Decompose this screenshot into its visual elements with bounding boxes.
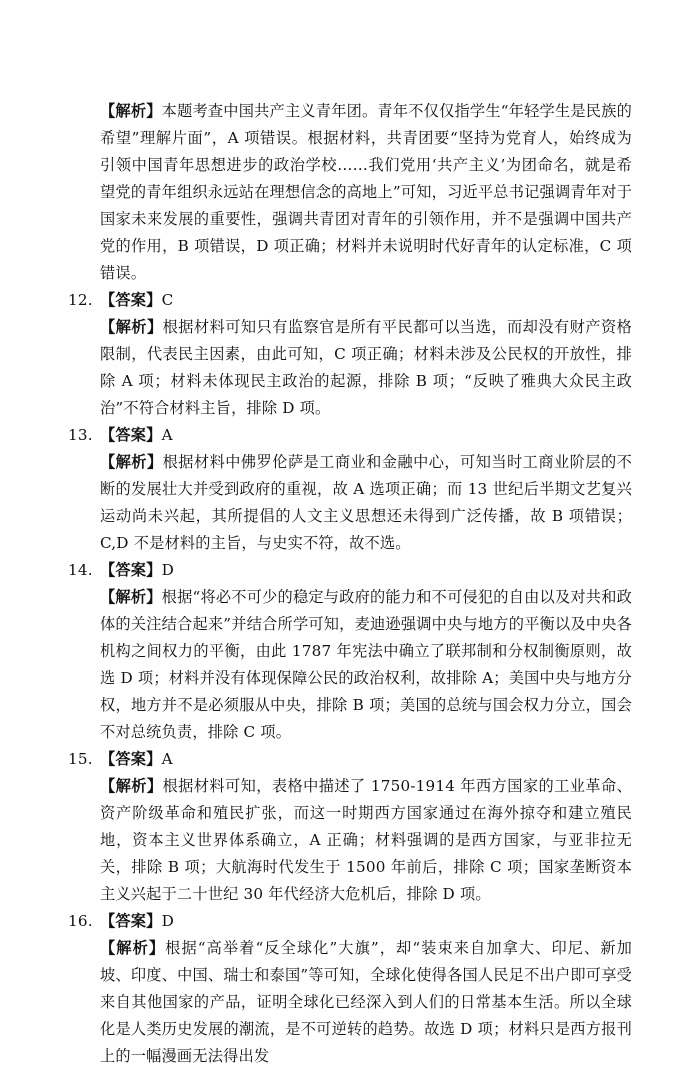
answer-tag: 【答案】	[100, 912, 162, 930]
analysis-text: 本题考查中国共产主义青年团。青年不仅仅指学生“年轻学生是民族的希望”理解片面”，A 项错误。根据材料，共青团要“坚持为党育人，始终成为引领中国青年思想进步的政治学校……我们党用‘共产主义’为团命名，就是希望党的青年组织永远站在理想信念的高地上”可知，习近平总书记强调青年对于国家未来发展的重要性，强调共青团对青年的引领作用，并不是强调中国共产党的作用，B 项错误，D 项正确；材料并未说明时代好青年的认定标准，C 项错误。	[100, 102, 632, 282]
question-item	[100, 98, 632, 287]
analysis-tag: 【解析】	[100, 939, 166, 957]
analysis-paragraph	[100, 773, 632, 908]
answer-value: D	[161, 912, 174, 930]
answer-line	[68, 287, 632, 314]
analysis-text: 根据“将必不可少的稳定与政府的能力和不可侵犯的自由以及对共和政体的关注结合起来”并结合所学可知，麦迪逊强调中央与地方的平衡以及中央各机构之间权力的平衡，由此 1787 年宪法中确立了联邦制和分权制衡原则，故选 D 项；材料并没有体现保障公民的政治权利，故排除 A；美国中央与地方分权，地方并不是必须服从中央，排除 B 项；美国的总统与国会权力分立，国会不对总统负责，排除 C 项。	[100, 588, 632, 741]
analysis-tag: 【解析】	[100, 588, 162, 606]
analysis-text: 根据材料中佛罗伦萨是工商业和金融中心，可知当时工商业阶层的不断的发展壮大并受到政府的重视，故 A 选项正确；而 13 世纪后半期文艺复兴运动尚未兴起，其所提倡的人文主义思想还未得到广泛传播，故 B 项错误；C,D 不是材料的主旨，与史实不符，故不选。	[100, 453, 632, 552]
analysis-paragraph	[100, 314, 632, 422]
answer-tag: 【答案】	[100, 291, 162, 309]
answer-value: A	[161, 750, 173, 768]
answer-tag: 【答案】	[100, 561, 162, 579]
question-item	[68, 287, 632, 422]
analysis-paragraph	[100, 98, 632, 287]
answer-line	[68, 422, 632, 449]
question-number: 14.	[68, 561, 93, 579]
analysis-tag: 【解析】	[100, 777, 163, 795]
analysis-tag: 【解析】	[100, 318, 163, 336]
analysis-text: 根据材料可知只有监察官是所有平民都可以当选，而却没有财产资格限制，代表民主因素，由此可知，C 项正确；材料未涉及公民权的开放性，排除 A 项；材料未体现民主政治的起源，排除 B 项；“反映了雅典大众民主政治”不符合材料主旨，排除 D 项。	[100, 318, 632, 417]
question-number: 15.	[68, 750, 93, 768]
analysis-tag: 【解析】	[100, 453, 163, 471]
answer-line	[68, 746, 632, 773]
answer-tag: 【答案】	[100, 426, 162, 444]
question-number: 16.	[68, 912, 93, 930]
analysis-paragraph	[100, 449, 632, 557]
answer-line	[68, 557, 632, 584]
analysis-text: 根据材料可知，表格中描述了 1750-1914 年西方国家的工业革命、资产阶级革命和殖民扩张，而这一时期西方国家通过在海外掠夺和建立殖民地，资本主义世界体系确立，A 正确；材料强调的是西方国家，与亚非拉无关，排除 B 项；大航海时代发生于 1500 年前后，排除 C 项；国家垄断资本主义兴起于二十世纪 30 年代经济大危机后，排除 D 项。	[100, 777, 632, 903]
analysis-paragraph	[100, 584, 632, 746]
question-number: 12.	[68, 291, 93, 309]
analysis-tag: 【解析】	[100, 102, 162, 120]
answer-value: C	[161, 291, 174, 309]
question-number: 13.	[68, 426, 93, 444]
question-item	[68, 908, 632, 1070]
answer-value: D	[161, 561, 174, 579]
analysis-text: 根据“高举着“反全球化”大旗”，却“装束来自加拿大、印尼、新加坡、印度、中国、瑞士和泰国”等可知，全球化使得各国人民足不出户即可享受来自其他国家的产品，证明全球化已经深入到人们的日常基本生活。所以全球化是人类历史发展的潮流，是不可逆转的趋势。故选 D 项；材料只是西方报刊上的一幅漫画无法得出发	[100, 939, 632, 1065]
question-item	[68, 557, 632, 746]
analysis-paragraph	[100, 935, 632, 1070]
question-item	[68, 422, 632, 557]
question-item	[68, 746, 632, 908]
answer-tag: 【答案】	[100, 750, 162, 768]
answer-value: A	[161, 426, 173, 444]
answer-line	[68, 908, 632, 935]
answer-explanations	[68, 98, 632, 1070]
